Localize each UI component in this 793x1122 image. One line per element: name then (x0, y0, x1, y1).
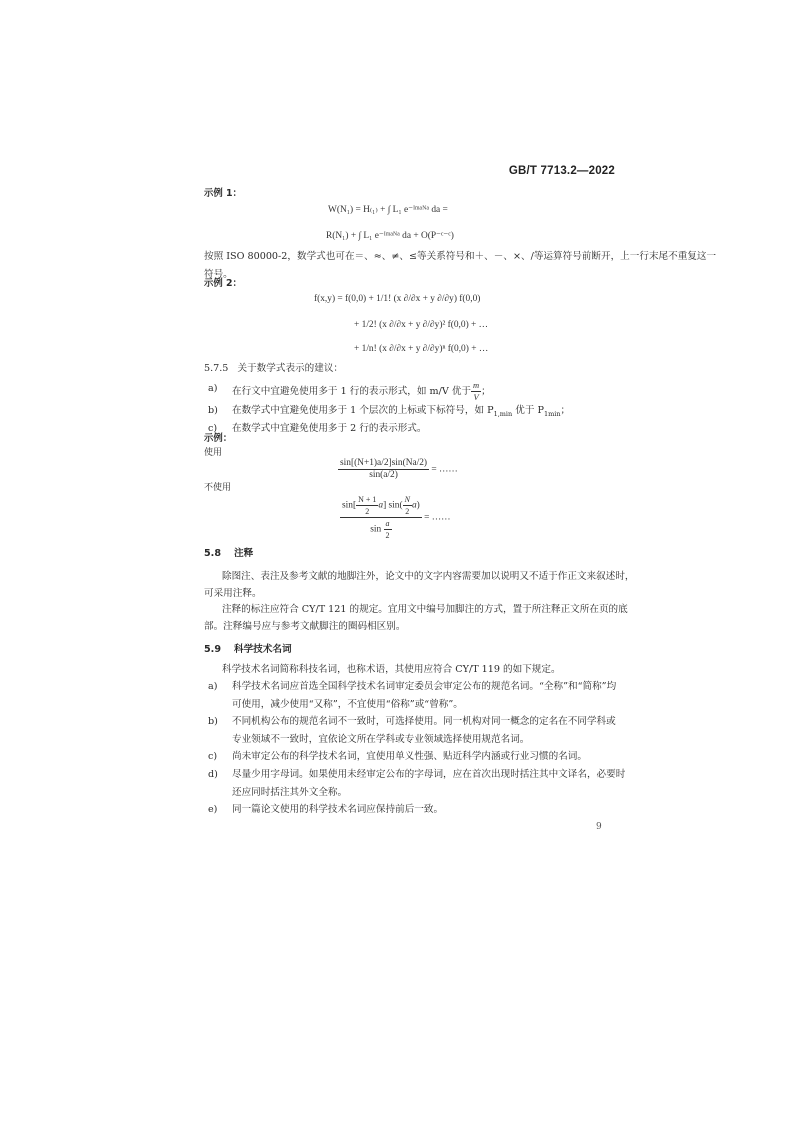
subscript-a: 1,min (493, 409, 513, 418)
section-59-title: 科学技术名词 (234, 644, 292, 655)
list-line-1: 尚未审定公布的科学技术名词，宜使用单义性强、贴近科学内涵或行业习惯的名词。 (232, 751, 587, 762)
inner-fraction-2 (403, 494, 412, 517)
list-tail: ； (560, 405, 571, 416)
list-item-59-c (208, 748, 587, 766)
list-line-2: 专业领域不一致时，宜依论文所在学科或专业领域选择使用规范名词。 (232, 733, 530, 745)
list-marker: a) (208, 383, 218, 394)
section-58-para2-line2: 部。注释编号应与参考文献脚注的圈码相区别。 (204, 621, 406, 632)
not-use-equation (340, 494, 451, 541)
section-59-heading (204, 641, 292, 655)
sin-text: sin (388, 500, 400, 511)
section-58-number: 5.8 (204, 548, 221, 559)
list-marker: a) (208, 681, 218, 692)
inner-num-2: N (404, 495, 410, 504)
inner-num-1: N + 1 (358, 495, 377, 504)
list-line-1: 尽量少用字母词。如果使用未经审定公布的字母词，应在首次出现时括注其中文译名，必要时 (232, 769, 626, 780)
example-2-equation-line-1: f(x,y) = f(0,0) + 1/1! (x ∂/∂x + y ∂/∂y) f(0,0) (314, 294, 481, 304)
use-tail: = …… (431, 464, 458, 475)
section-59-intro: 科学技术名词简称科技名词，也称术语，其使用应符合 CY/T 119 的如下规定。 (222, 664, 561, 675)
list-item-59-e (208, 801, 443, 819)
section-59-number: 5.9 (204, 644, 221, 655)
list-line-1: 科学技术名词应首选全国科学技术名词审定委员会审定公布的规范名词。“全称”和“简称”均 (232, 681, 617, 692)
break-rule-line-2: 符号。 (204, 269, 233, 280)
list-line-1: 同一篇论文使用的科学技术名词应保持前后一致。 (232, 804, 444, 815)
section-575-number: 5.7.5 (204, 363, 229, 374)
use-equation (338, 458, 458, 481)
not-use-denominator (340, 518, 422, 541)
section-575-title: 关于数学式表示的建议： (237, 363, 344, 374)
inner-num-3: a (385, 519, 390, 528)
inner-fraction-1 (356, 494, 378, 517)
list-item-59-d (208, 766, 625, 801)
section-58-para2-line1: 注释的标注应符合 CY/T 121 的规定。宜用文中编号加脚注的方式，置于所注释正文所在页的底 (222, 604, 628, 615)
list-marker: c) (208, 751, 218, 762)
example-label: 示例： (204, 433, 233, 444)
list-text: 在数学式中宜避免使用多于 2 行的表示形式。 (232, 423, 427, 434)
example-1-equation-line-1 (328, 204, 448, 215)
inner-den-1: 2 (365, 507, 370, 516)
section-58-title: 注释 (234, 548, 254, 559)
example-1-label: 示例 1： (204, 188, 242, 199)
use-fraction (338, 458, 429, 481)
list-line-2: 可使用，减少使用“又称”，不宜使用“俗称”或“曾称”。 (232, 698, 463, 710)
list-marker: b) (208, 405, 218, 416)
list-item-575-a (208, 380, 588, 403)
list-marker: c) (208, 423, 218, 434)
not-use-numerator: sin[ $\frac{N + 1}{2}$ a] sin( $\frac{N}{2}$ a) (342, 495, 420, 516)
list-line-1: 不同机构公布的规范名词不一致时，可选择使用。同一机构对同一概念的定名在不同学科或 (232, 716, 616, 727)
example-2-label: 示例 2： (204, 278, 242, 289)
list-line-2: 还应同时括注其外文全称。 (232, 786, 348, 798)
list-marker: b) (208, 716, 218, 727)
page-number: 9 (596, 822, 602, 832)
m-over-v-fraction (471, 380, 481, 403)
break-rule-line-1: 按照 ISO 80000-2，数学式也可在＝、≈、≠、≤等关系符号和＋、－、×、/等运算符号前断开，上一行末尾不重复这一 (204, 251, 717, 262)
list-item-59-a (208, 678, 616, 713)
section-575-heading (204, 360, 343, 378)
not-use-tail: = …… (424, 512, 451, 523)
example-1-eq1-text: W(N₁) = H₍₁₎ + ∫ L₁ e⁻ᴵᵐᵃᴺᵃ da = (328, 205, 448, 215)
inner-den-2: 2 (405, 507, 410, 516)
list-text: 在数学式中宜避免使用多于 1 个层次的上标或下标符号，如 P (232, 405, 494, 416)
standard-code: GB/T 7713.2—2022 (508, 165, 615, 177)
list-marker: d) (208, 769, 218, 780)
use-denominator: sin(a/2) (369, 470, 398, 480)
subscript-b: 1min (543, 409, 561, 418)
list-item-575-c (208, 420, 426, 438)
fraction-numerator: m (473, 380, 480, 390)
list-tail: ； (481, 386, 491, 397)
not-use-fraction (340, 494, 422, 541)
section-58-para1-line2: 可采用注释。 (204, 588, 262, 599)
section-58-para1-line1: 除图注、表注及参考文献的地脚注外，论文中的文字内容需要加以说明又不适于作正文来叙述时， (222, 571, 635, 582)
example-1-eq2-text: R(N₁) + ∫ L₁ e⁻ᴵᵐᵃᴺᵃ da + O(P⁻ᶜ⁻ᶜ) (326, 231, 454, 241)
use-label: 使用 (204, 448, 223, 458)
list-marker: e) (208, 804, 218, 815)
list-mid: 优于 P (512, 405, 544, 416)
inner-fraction-3 (384, 518, 392, 541)
fraction-denominator: V (473, 392, 479, 402)
inner-den-3: 2 (385, 531, 390, 540)
sin-text: sin (342, 500, 353, 511)
list-text: 在行文中宜避免使用多于 1 行的表示形式，如 m/V 优于 (232, 386, 472, 397)
sin-text: sin (370, 524, 382, 535)
use-numerator: sin[(N+1)a/2]sin(Na/2) (340, 458, 428, 468)
example-2-equation-line-3: + 1/n! (x ∂/∂x + y ∂/∂y)ⁿ f(0,0) + … (354, 344, 489, 354)
section-58-heading (204, 545, 253, 559)
example-1-equation-line-2 (326, 230, 454, 241)
not-use-label: 不使用 (204, 483, 232, 493)
example-2-equation-line-2: + 1/2! (x ∂/∂x + y ∂/∂y)² f(0,0) + … (354, 320, 489, 330)
list-item-59-b (208, 713, 616, 748)
